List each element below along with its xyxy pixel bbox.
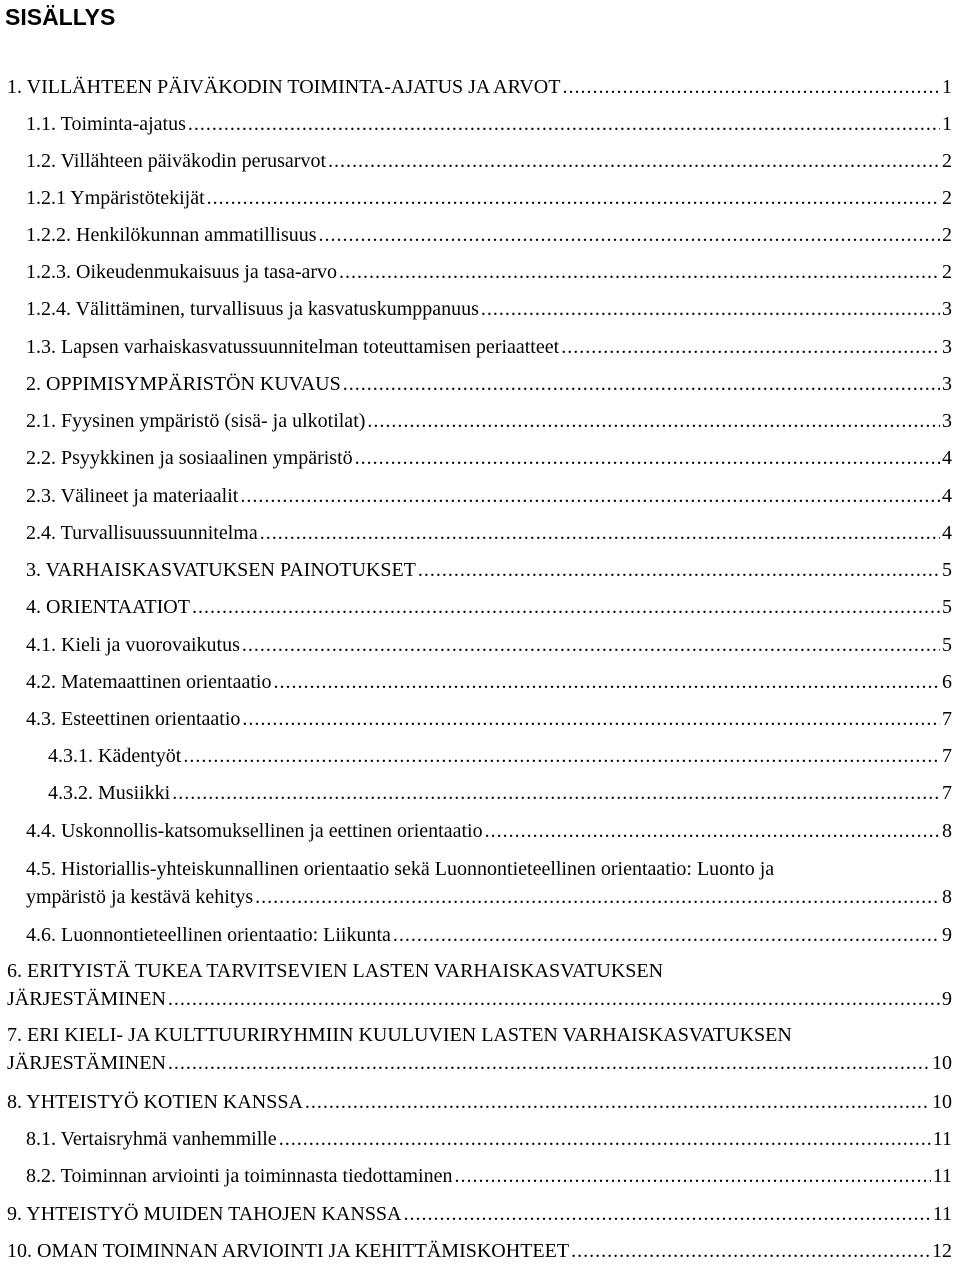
toc-entry-title: JÄRJESTÄMINEN xyxy=(7,988,166,1010)
toc-page-number: 11 xyxy=(932,1165,952,1187)
toc-entry-title: 2.2. Psyykkinen ja sosiaalinen ympäristö xyxy=(26,447,353,469)
toc-entry[interactable] xyxy=(0,1089,960,1115)
toc-entry[interactable] xyxy=(0,632,960,658)
toc-leader-dots xyxy=(343,371,940,397)
toc-page-number: 7 xyxy=(942,708,952,730)
toc-leader-dots xyxy=(242,632,940,658)
toc-page-number: 6 xyxy=(942,671,952,693)
toc-entry-title-line1: 6. ERITYISTÄ TUKEA TARVITSEVIEN LASTEN VARHAISKASVATUKSEN xyxy=(7,960,664,982)
toc-entry[interactable] xyxy=(0,1163,960,1189)
toc-leader-dots xyxy=(168,1050,930,1076)
toc-entry-title: 1.2.3. Oikeudenmukaisuus ja tasa-arvo xyxy=(26,261,338,283)
toc-leader-dots xyxy=(168,986,940,1012)
toc-page-number: 7 xyxy=(942,782,952,804)
toc-page-number: 12 xyxy=(932,1240,952,1262)
toc-leader-dots xyxy=(328,148,940,174)
toc-entry-title: ympäristö ja kestävä kehitys xyxy=(26,886,254,908)
toc-leader-dots xyxy=(339,259,940,285)
toc-entry-title: 4.4. Uskonnollis-katsomuksellinen ja eettinen orientaatio xyxy=(26,820,483,842)
toc-entry-title: 4.2. Matemaattinen orientaatio xyxy=(26,671,272,693)
toc-leader-dots xyxy=(207,185,940,211)
toc-page-number: 2 xyxy=(942,150,952,172)
toc-entry-title: 4.3.1. Kädentyöt xyxy=(48,745,182,767)
toc-leader-dots xyxy=(172,780,940,806)
toc-entry[interactable] xyxy=(0,334,960,360)
toc-page-number: 4 xyxy=(942,522,952,544)
toc-entry[interactable] xyxy=(0,986,960,1012)
toc-entry-first-line[interactable] xyxy=(0,856,960,882)
toc-leader-dots xyxy=(183,743,940,769)
toc-entry[interactable] xyxy=(0,371,960,397)
toc-page-number: 9 xyxy=(942,988,952,1010)
toc-entry[interactable] xyxy=(0,780,960,806)
toc-entry[interactable] xyxy=(0,669,960,695)
toc-leader-dots xyxy=(319,222,940,248)
toc-entry[interactable] xyxy=(0,148,960,174)
toc-leader-dots xyxy=(404,1201,931,1227)
toc-entry-title: 1.1. Toiminta-ajatus xyxy=(26,113,186,135)
toc-entry-title: 8.1. Vertaisryhmä vanhemmille xyxy=(26,1128,277,1150)
toc-entry-title: 4.1. Kieli ja vuorovaikutus xyxy=(26,634,240,656)
toc-leader-dots xyxy=(562,74,940,100)
toc-entry-title: 1.2.2. Henkilökunnan ammatillisuus xyxy=(26,224,317,246)
toc-page-number: 4 xyxy=(942,485,952,507)
toc-leader-dots xyxy=(192,594,940,620)
toc-entry[interactable] xyxy=(0,520,960,546)
toc-entry-title: JÄRJESTÄMINEN xyxy=(7,1052,166,1074)
toc-leader-dots xyxy=(367,408,940,434)
toc-page-number: 3 xyxy=(942,298,952,320)
toc-entry[interactable] xyxy=(0,818,960,844)
toc-entry[interactable] xyxy=(0,483,960,509)
toc-entry-title: 2.3. Välineet ja materiaalit xyxy=(26,485,239,507)
toc-page-number: 10 xyxy=(932,1091,952,1113)
toc-entry-title: 9. YHTEISTYÖ MUIDEN TAHOJEN KANSSA xyxy=(7,1203,402,1225)
toc-page-number: 3 xyxy=(942,373,952,395)
toc-entry[interactable] xyxy=(0,1050,960,1076)
toc-leader-dots xyxy=(485,818,940,844)
toc-leader-dots xyxy=(418,557,940,583)
toc-leader-dots xyxy=(561,334,940,360)
toc-entry-first-line[interactable] xyxy=(0,958,960,984)
toc-leader-dots xyxy=(273,669,940,695)
toc-entry-title: 2. OPPIMISYMPÄRISTÖN KUVAUS xyxy=(26,373,341,395)
toc-entry-title: 1.2.4. Välittäminen, turvallisuus ja kasvatuskumppanuus xyxy=(26,298,479,320)
toc-leader-dots xyxy=(393,922,940,948)
toc-entry-title: 1. VILLÄHTEEN PÄIVÄKODIN TOIMINTA-AJATUS JA ARVOT xyxy=(7,76,561,98)
toc-entry-title: 10. OMAN TOIMINNAN ARVIOINTI JA KEHITTÄMISKOHTEET xyxy=(7,1240,570,1262)
toc-page-number: 3 xyxy=(942,336,952,358)
toc-entry-title-line1: 7. ERI KIELI- JA KULTTUURIRYHMIIN KUULUVIEN LASTEN VARHAISKASVATUKSEN xyxy=(7,1024,792,1046)
toc-page-number: 8 xyxy=(942,820,952,842)
toc-entry[interactable] xyxy=(0,1238,960,1264)
toc-entry-title: 1.2.1 Ympäristötekijät xyxy=(26,187,205,209)
toc-entry[interactable] xyxy=(0,594,960,620)
toc-entry-title: 4.3. Esteettinen orientaatio xyxy=(26,708,241,730)
toc-entry[interactable] xyxy=(0,185,960,211)
toc-entry[interactable] xyxy=(0,1126,960,1152)
toc-entry[interactable] xyxy=(0,743,960,769)
toc-page-number: 10 xyxy=(932,1052,952,1074)
toc-entry[interactable] xyxy=(0,557,960,583)
toc-page-number: 2 xyxy=(942,261,952,283)
toc-entry[interactable] xyxy=(0,259,960,285)
toc-heading: SISÄLLYS xyxy=(5,4,116,30)
toc-leader-dots xyxy=(242,706,940,732)
toc-leader-dots xyxy=(355,445,940,471)
toc-entry-title: 8.2. Toiminnan arviointi ja toiminnasta tiedottaminen xyxy=(26,1165,453,1187)
toc-entry-title: 1.2. Villähteen päiväkodin perusarvot xyxy=(26,150,327,172)
toc-entry-title: 8. YHTEISTYÖ KOTIEN KANSSA xyxy=(7,1091,303,1113)
toc-page-number: 2 xyxy=(942,224,952,246)
toc-leader-dots xyxy=(481,296,940,322)
toc-entry[interactable] xyxy=(0,222,960,248)
toc-page-number: 1 xyxy=(942,76,952,98)
toc-leader-dots xyxy=(188,111,940,137)
toc-leader-dots xyxy=(240,483,940,509)
toc-entry-title: 2.4. Turvallisuussuunnitelma xyxy=(26,522,258,544)
toc-leader-dots xyxy=(279,1126,931,1152)
toc-entry[interactable] xyxy=(0,922,960,948)
toc-entry-title-line1: 4.5. Historiallis-yhteiskunnallinen orientaatio sekä Luonnontieteellinen orientaatio: Luonto ja xyxy=(26,858,775,880)
toc-entry-title: 4.6. Luonnontieteellinen orientaatio: Liikunta xyxy=(26,924,391,946)
toc-leader-dots xyxy=(571,1238,930,1264)
toc-entry[interactable] xyxy=(0,445,960,471)
toc-entry-title: 1.3. Lapsen varhaiskasvatussuunnitelman toteuttamisen periaatteet xyxy=(26,336,560,358)
toc-leader-dots xyxy=(305,1089,930,1115)
toc-leader-dots xyxy=(455,1163,931,1189)
toc-page-number: 4 xyxy=(942,447,952,469)
toc-entry[interactable] xyxy=(0,296,960,322)
toc-entry[interactable] xyxy=(0,74,960,100)
toc-entry[interactable] xyxy=(0,408,960,434)
toc-entry-first-line[interactable] xyxy=(0,1022,960,1048)
toc-page-number: 11 xyxy=(932,1203,952,1225)
toc-entry-title: 2.1. Fyysinen ympäristö (sisä- ja ulkotilat) xyxy=(26,410,366,432)
toc-page-number: 1 xyxy=(942,113,952,135)
toc-page-number: 9 xyxy=(942,924,952,946)
toc-leader-dots xyxy=(255,884,940,910)
toc-entry-title: 4.3.2. Musiikki xyxy=(48,782,171,804)
toc-page-number: 7 xyxy=(942,745,952,767)
toc-page-number: 5 xyxy=(942,634,952,656)
toc-page-number: 3 xyxy=(942,410,952,432)
toc-entry[interactable] xyxy=(0,884,960,910)
toc-entry[interactable] xyxy=(0,1201,960,1227)
toc-page-number: 8 xyxy=(942,886,952,908)
toc-page-number: 2 xyxy=(942,187,952,209)
toc-page-number: 5 xyxy=(942,596,952,618)
toc-entry-title: 3. VARHAISKASVATUKSEN PAINOTUKSET xyxy=(26,559,416,581)
toc-entry[interactable] xyxy=(0,111,960,137)
toc-page-number: 5 xyxy=(942,559,952,581)
toc-page-number: 11 xyxy=(932,1128,952,1150)
toc-entry[interactable] xyxy=(0,706,960,732)
toc-entry-title: 4. ORIENTAATIOT xyxy=(26,596,190,618)
toc-leader-dots xyxy=(260,520,940,546)
